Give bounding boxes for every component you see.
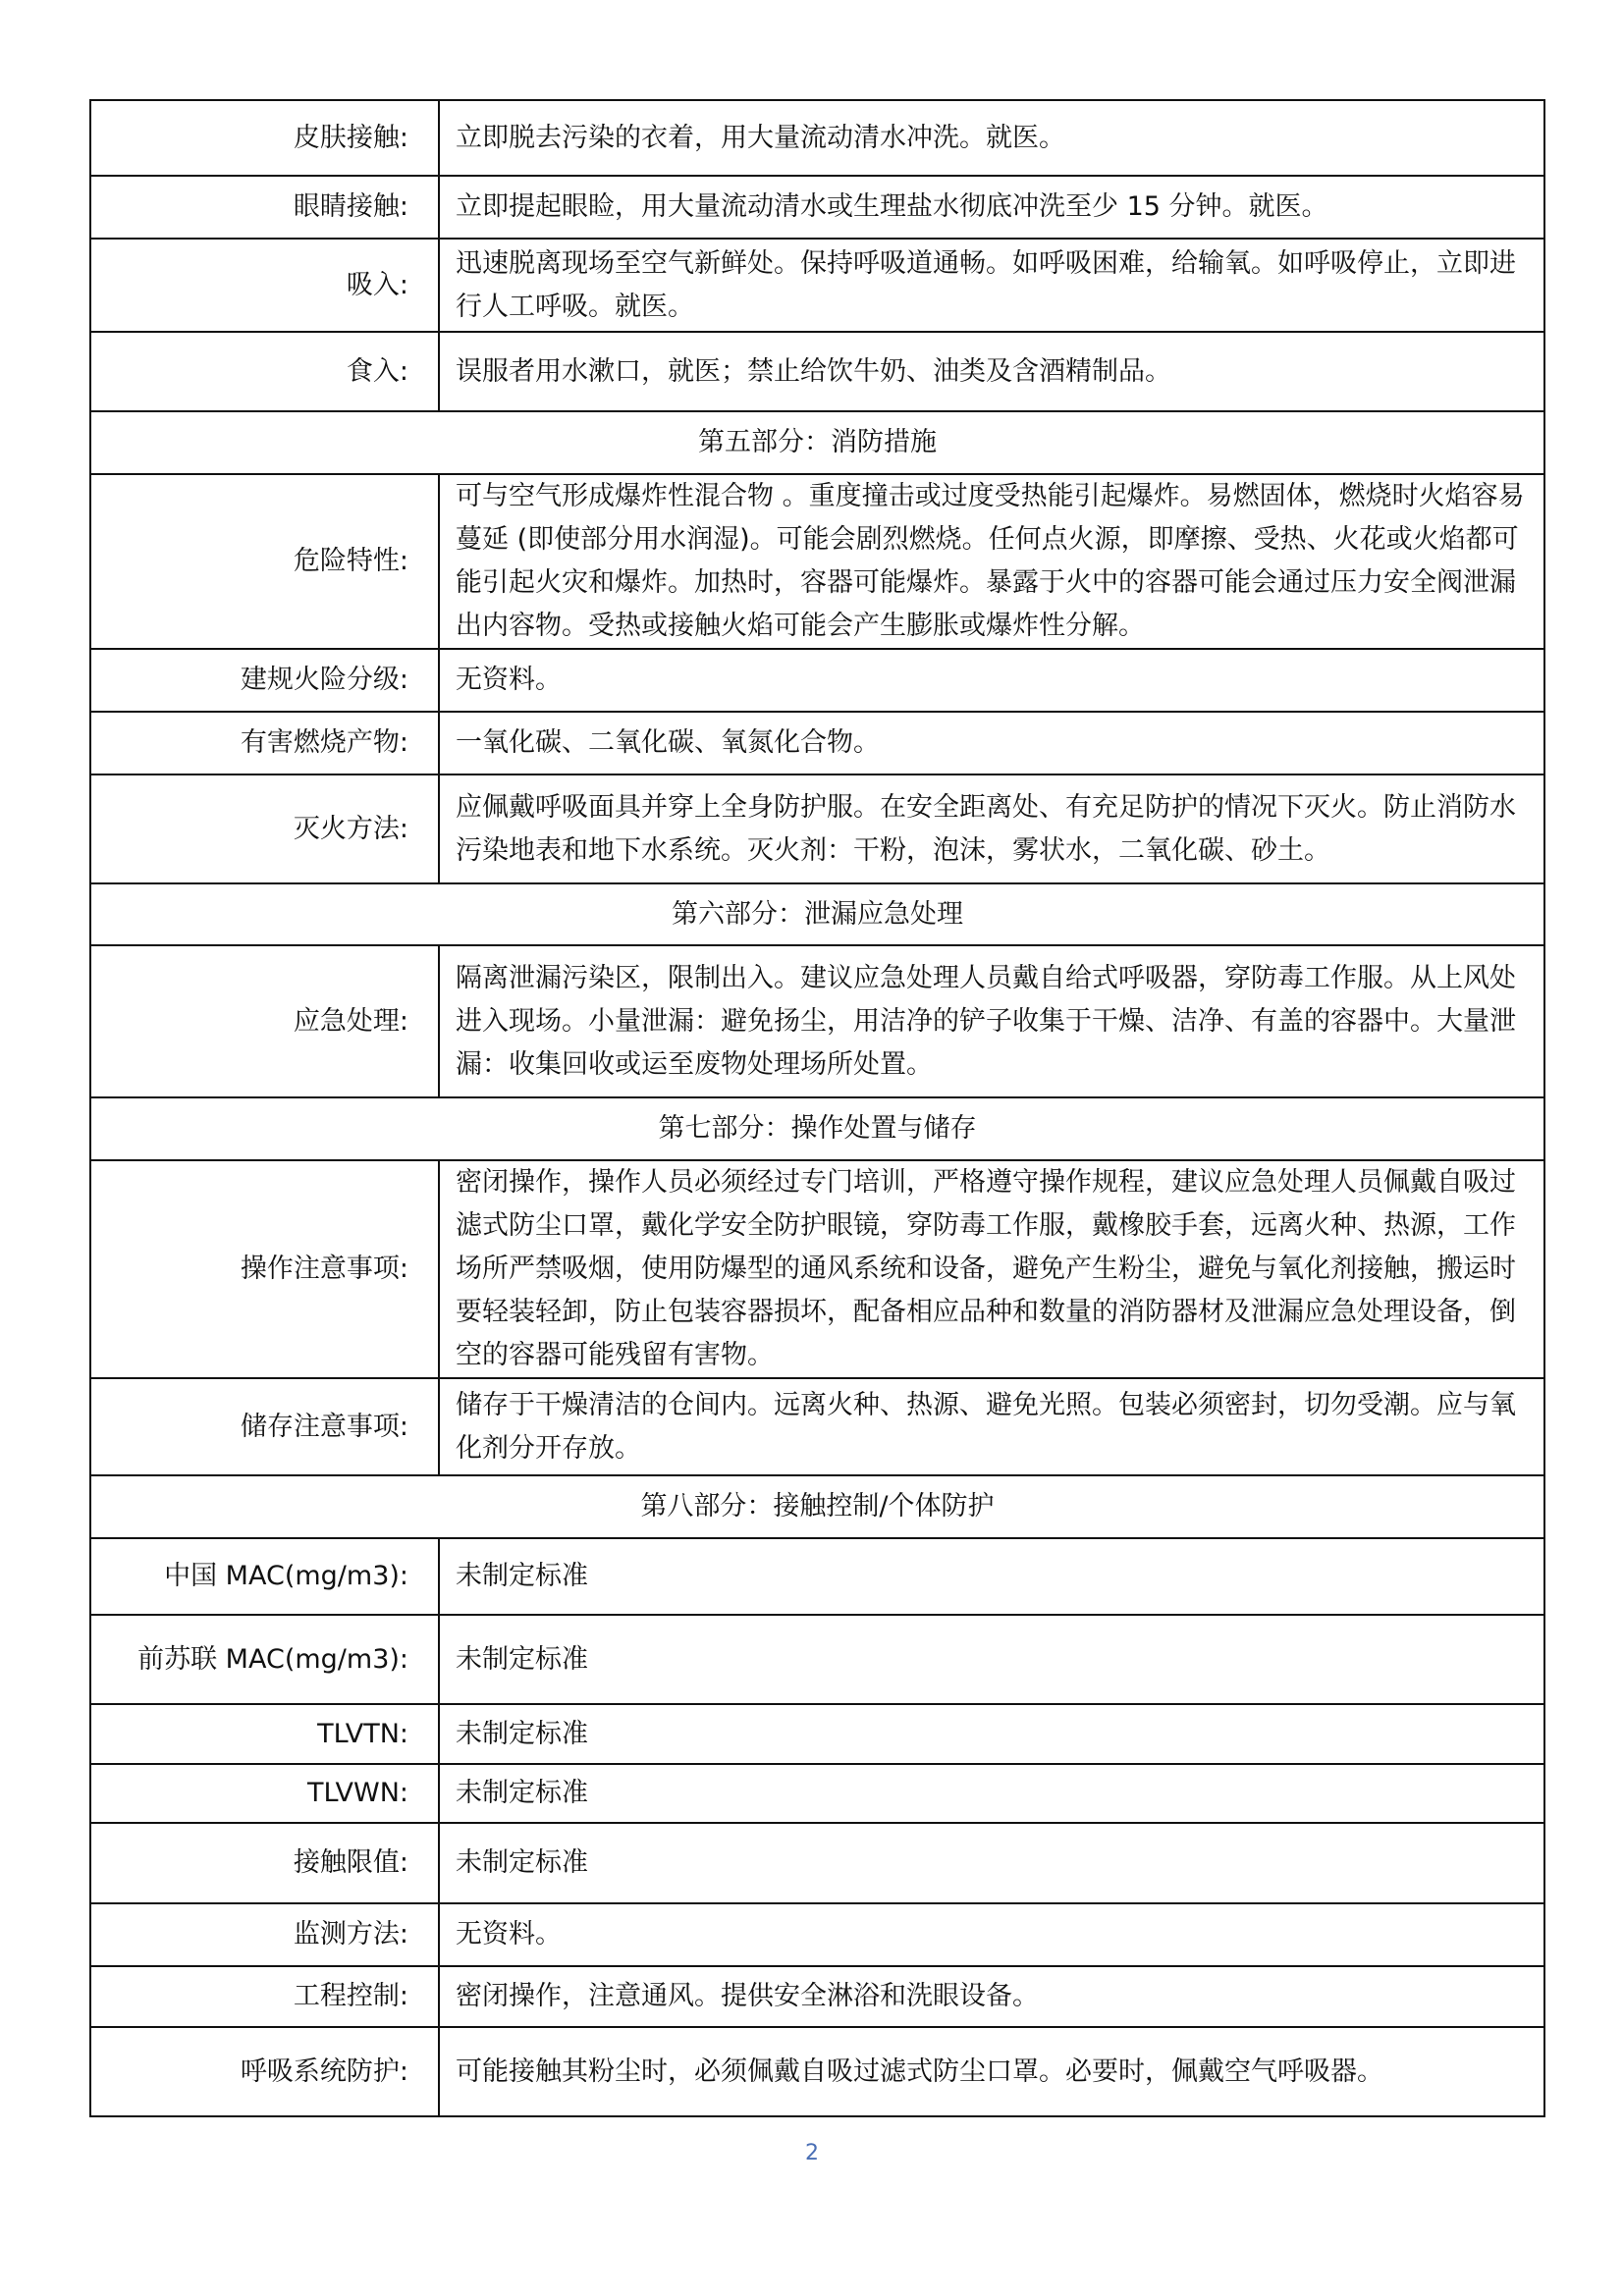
row-value: 可与空气形成爆炸性混合物 。重度撞击或过度受热能引起爆炸。易燃固体，燃烧时火焰容易蔓延 (即使部分用水润湿)。可能会剧烈燃烧。任何点火源，即摩擦、受热、火花或火焰都可能引起火灾和爆炸。加热时，容器可能爆炸。暴露于火中的容器可能会通过压力安全阀泄漏出内容物。受热或接触火焰可能会产生膨胀或爆炸性分解。	[439, 474, 1544, 649]
row-value: 密闭操作，注意通风。提供安全淋浴和洗眼设备。	[439, 1966, 1544, 2027]
row-label: 中国 MAC(mg/m3):	[90, 1538, 439, 1615]
row-value: 立即提起眼睑，用大量流动清水或生理盐水彻底冲洗至少 15 分钟。就医。	[439, 176, 1544, 239]
section-row	[90, 883, 1544, 945]
table-row	[90, 2027, 1544, 2116]
row-value: 未制定标准	[439, 1615, 1544, 1704]
table-row	[90, 1160, 1544, 1378]
row-label: 眼睛接触:	[90, 176, 439, 239]
row-label: 工程控制:	[90, 1966, 439, 2027]
table-row	[90, 774, 1544, 883]
row-value: 一氧化碳、二氧化碳、氧氮化合物。	[439, 712, 1544, 774]
table-row	[90, 474, 1544, 649]
row-value: 无资料。	[439, 649, 1544, 712]
row-value: 应佩戴呼吸面具并穿上全身防护服。在安全距离处、有充足防护的情况下灭火。防止消防水污染地表和地下水系统。灭火剂：干粉，泡沫，雾状水，二氧化碳、砂土。	[439, 774, 1544, 883]
table-row	[90, 1966, 1544, 2027]
row-value: 可能接触其粉尘时，必须佩戴自吸过滤式防尘口罩。必要时，佩戴空气呼吸器。	[439, 2027, 1544, 2116]
row-label: 接触限值:	[90, 1823, 439, 1903]
msds-table	[89, 99, 1545, 2117]
row-value: 密闭操作，操作人员必须经过专门培训，严格遵守操作规程，建议应急处理人员佩戴自吸过滤式防尘口罩，戴化学安全防护眼镜，穿防毒工作服，戴橡胶手套，远离火种、热源，工作场所严禁吸烟，使用防爆型的通风系统和设备，避免产生粉尘，避免与氧化剂接触，搬运时要轻装轻卸，防止包装容器损坏，配备相应品种和数量的消防器材及泄漏应急处理设备，倒空的容器可能残留有害物。	[439, 1160, 1544, 1378]
row-label: 灭火方法:	[90, 774, 439, 883]
row-label: 操作注意事项:	[90, 1160, 439, 1378]
row-value: 未制定标准	[439, 1538, 1544, 1615]
section-row	[90, 1475, 1544, 1538]
table-row	[90, 1764, 1544, 1823]
section-heading: 第七部分：操作处置与储存	[90, 1097, 1544, 1160]
section-heading: 第八部分：接触控制/个体防护	[90, 1475, 1544, 1538]
table-row	[90, 945, 1544, 1097]
row-label: 危险特性:	[90, 474, 439, 649]
table-row	[90, 1378, 1544, 1475]
table-row	[90, 1538, 1544, 1615]
section-row	[90, 1097, 1544, 1160]
row-label: 有害燃烧产物:	[90, 712, 439, 774]
row-value: 未制定标准	[439, 1764, 1544, 1823]
row-value: 隔离泄漏污染区，限制出入。建议应急处理人员戴自给式呼吸器，穿防毒工作服。从上风处进入现场。小量泄漏：避免扬尘，用洁净的铲子收集于干燥、洁净、有盖的容器中。大量泄漏：收集回收或运至废物处理场所处置。	[439, 945, 1544, 1097]
section-heading: 第五部分：消防措施	[90, 411, 1544, 474]
row-label: TLVTN:	[90, 1704, 439, 1764]
row-label: 呼吸系统防护:	[90, 2027, 439, 2116]
table-row	[90, 649, 1544, 712]
row-value: 迅速脱离现场至空气新鲜处。保持呼吸道通畅。如呼吸困难，给输氧。如呼吸停止，立即进行人工呼吸。就医。	[439, 239, 1544, 332]
row-value: 未制定标准	[439, 1704, 1544, 1764]
table-body	[90, 100, 1544, 2116]
row-value: 立即脱去污染的衣着，用大量流动清水冲洗。就医。	[439, 100, 1544, 176]
table-row	[90, 1615, 1544, 1704]
table-row	[90, 1704, 1544, 1764]
row-label: 监测方法:	[90, 1903, 439, 1966]
row-value: 储存于干燥清洁的仓间内。远离火种、热源、避免光照。包装必须密封，切勿受潮。应与氧化剂分开存放。	[439, 1378, 1544, 1475]
row-label: 储存注意事项:	[90, 1378, 439, 1475]
row-value: 未制定标准	[439, 1823, 1544, 1903]
row-label: 皮肤接触:	[90, 100, 439, 176]
table-row	[90, 1903, 1544, 1966]
table-row	[90, 332, 1544, 411]
row-value: 误服者用水漱口，就医；禁止给饮牛奶、油类及含酒精制品。	[439, 332, 1544, 411]
row-label: 应急处理:	[90, 945, 439, 1097]
row-label: TLVWN:	[90, 1764, 439, 1823]
row-label: 吸入:	[90, 239, 439, 332]
table-row	[90, 1823, 1544, 1903]
row-label: 前苏联 MAC(mg/m3):	[90, 1615, 439, 1704]
section-row	[90, 411, 1544, 474]
table-row	[90, 239, 1544, 332]
row-label: 食入:	[90, 332, 439, 411]
section-heading: 第六部分：泄漏应急处理	[90, 883, 1544, 945]
row-label: 建规火险分级:	[90, 649, 439, 712]
table-row	[90, 712, 1544, 774]
page-number: 2	[805, 2141, 819, 2165]
table-row	[90, 100, 1544, 176]
table-row	[90, 176, 1544, 239]
row-value: 无资料。	[439, 1903, 1544, 1966]
